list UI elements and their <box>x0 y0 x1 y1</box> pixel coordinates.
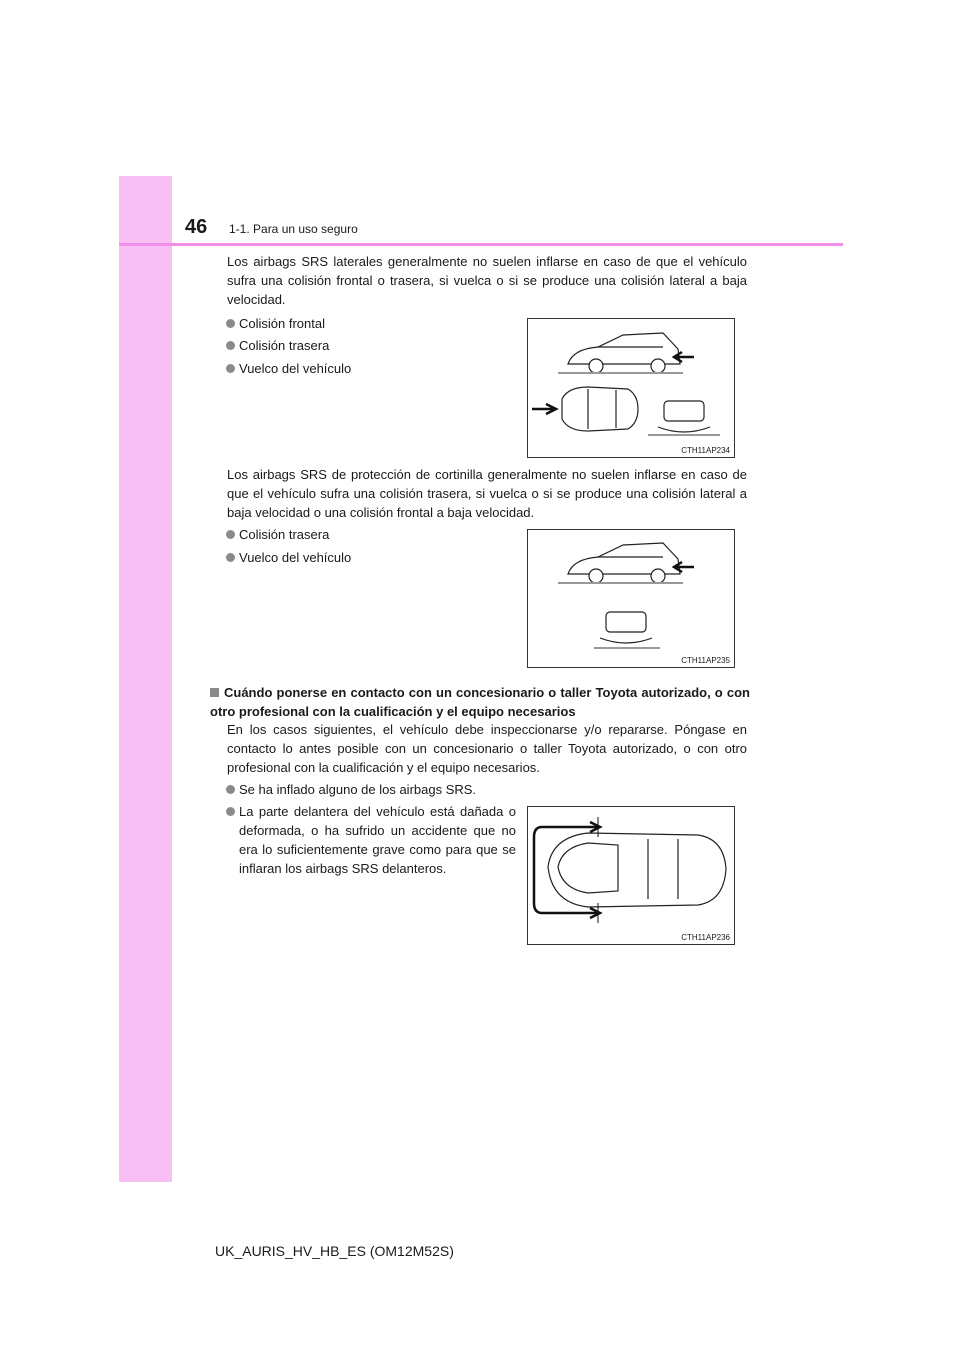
figure-front-damage <box>527 806 735 945</box>
figure-curtain-airbag-collisions <box>527 529 735 668</box>
bullet-item: Vuelco del vehículo <box>226 359 351 378</box>
car-rollover-icon <box>648 401 720 435</box>
bullet-dot-icon <box>226 364 235 373</box>
document-code: UK_AURIS_HV_HB_ES (OM12M52S) <box>215 1243 454 1259</box>
figure-code: CTH11AP235 <box>681 656 730 665</box>
impact-arrow-icon <box>532 404 556 414</box>
bullet-item: Se ha inflado alguno de los airbags SRS. <box>226 780 476 799</box>
car-top-view-icon <box>562 387 638 431</box>
bullet-dot-icon <box>226 319 235 328</box>
side-airbag-paragraph: Los airbags SRS laterales generalmente no suelen inflarse en caso de que el vehículo sufra una colisión frontal o trasera, si vuelca o si se produce una colisión lateral a baja velocidad. <box>227 254 747 307</box>
header-divider <box>119 243 843 246</box>
section-title: 1-1. Para un uso seguro <box>229 222 358 236</box>
car-side-view-icon <box>558 333 683 373</box>
page-number: 46 <box>185 216 208 238</box>
bullet-item: Colisión frontal <box>226 314 325 333</box>
bullet-dot-icon <box>226 341 235 350</box>
bullet-dot-icon <box>226 553 235 562</box>
bullet-item: Colisión trasera <box>226 525 329 544</box>
bullet-item: La parte delantera del vehículo está dañada o deformada, o ha sufrido un accidente que no era lo suficientemente grave como para que se inflaran los airbags SRS delanteros. <box>226 802 516 878</box>
figure-code: CTH11AP236 <box>681 933 730 942</box>
contact-dealer-heading: Cuándo ponerse en contacto con un concesionario o taller Toyota autorizado, o con otro profesional con la cualificación y el equipo necesarios <box>210 685 750 719</box>
car-top-view-icon <box>548 833 726 907</box>
bullet-item: Vuelco del vehículo <box>226 548 351 567</box>
heading-square-icon <box>210 688 219 697</box>
inspection-paragraph: En los casos siguientes, el vehículo debe inspeccionarse y/o repararse. Póngase en contacto lo antes posible con un concesionario o taller Toyota autorizado, o con otro profesional con la cualificación y el equipo necesarios. <box>227 722 747 775</box>
bullet-dot-icon <box>226 807 235 816</box>
curtain-airbag-paragraph: Los airbags SRS de protección de cortinilla generalmente no suelen inflarse en caso de que el vehículo sufra una colisión trasera, si vuelca o si se produce una colisión lateral a baja velocidad o una colisión frontal a baja velocidad. <box>227 467 747 520</box>
bullet-dot-icon <box>226 530 235 539</box>
figure-code: CTH11AP234 <box>681 446 730 455</box>
sidebar-tab <box>119 176 172 1182</box>
bullet-dot-icon <box>226 785 235 794</box>
figure-side-airbag-collisions <box>527 318 735 458</box>
car-rollover-icon <box>594 612 660 648</box>
bullet-item: Colisión trasera <box>226 336 329 355</box>
car-side-view-icon <box>558 543 683 583</box>
